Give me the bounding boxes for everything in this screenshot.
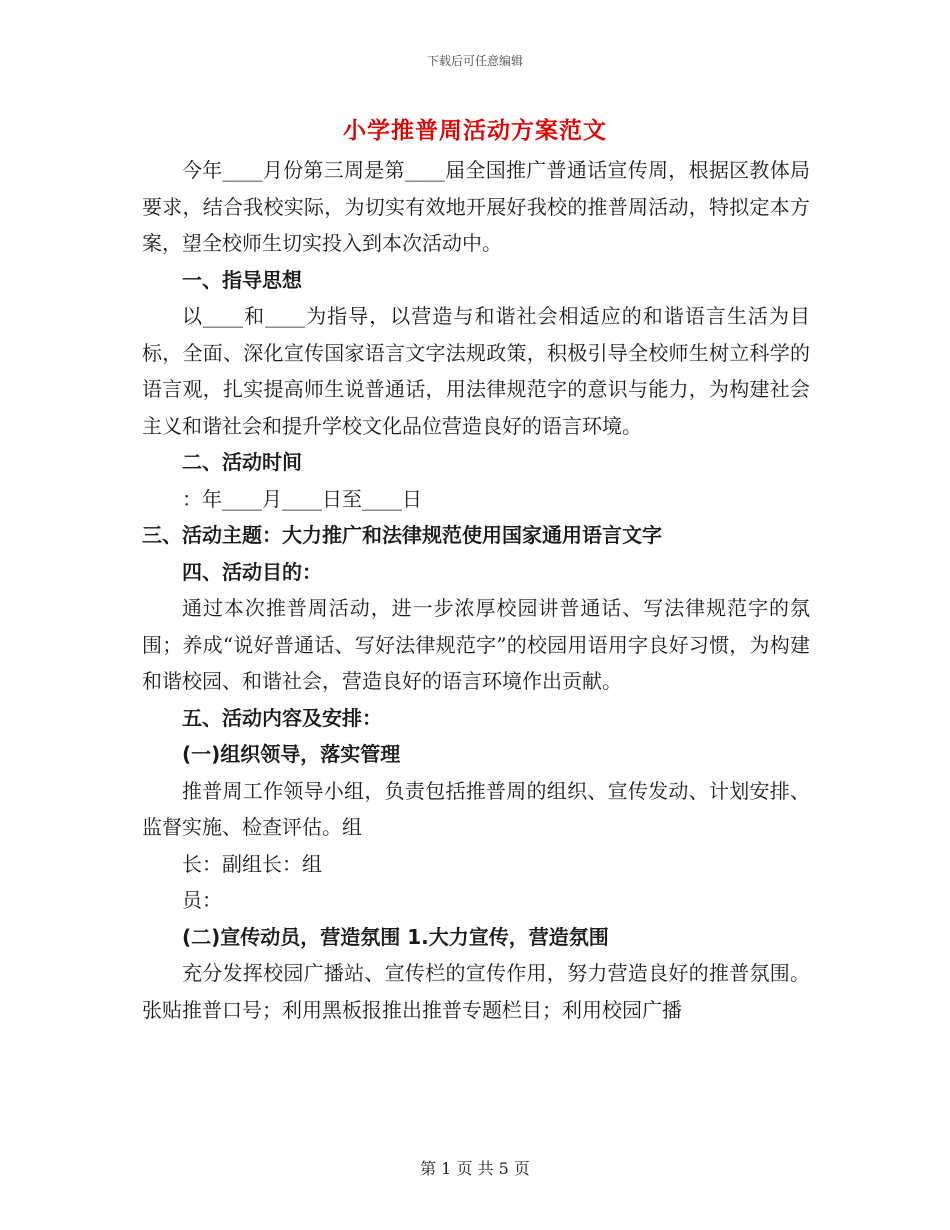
subsection-heading-organization: (一)组织领导，落实管理 bbox=[182, 742, 401, 766]
section-heading-guiding-ideology: 一、指导思想 bbox=[182, 267, 302, 292]
document-body bbox=[142, 152, 810, 1028]
organization-line-3: 员： bbox=[182, 888, 222, 912]
section-heading-activity-content: 五、活动内容及安排： bbox=[182, 705, 382, 730]
document-title: 小学推普周活动方案范文 bbox=[343, 117, 607, 144]
page-number: 第 1 页 共 5 页 bbox=[420, 1159, 530, 1178]
section-heading-activity-theme: 三、活动主题：大力推广和法律规范使用国家通用语言文字 bbox=[142, 523, 662, 547]
organization-line-2: 长：副组长：组 bbox=[182, 851, 322, 876]
activity-time-paragraph: ：年____月____日至____日 bbox=[182, 486, 422, 511]
section-heading-activity-purpose: 四、活动目的： bbox=[182, 559, 322, 584]
header-note: 下载后可任意编辑 bbox=[426, 54, 523, 68]
section-heading-activity-time: 二、活动时间 bbox=[182, 450, 302, 474]
intro-paragraph: 今年____月份第三周是第____届全国推广普通话宣传周，根据区教体局要求，结合我校实际，为切实有效地开展好我校的推普周活动，特拟定本方案，望全校师生切实投入到本次活动中。 bbox=[142, 158, 810, 255]
guiding-ideology-paragraph: 以____和____为指导，以营造与和谐社会相适应的和谐语言生活为目标，全面、深化宣传国家语言文字法规政策，积极引导全校师生树立科学的语言观，扎实提高师生说普通话，用法律规范字的意识与能力，为构建社会主义和谐社会和提升学校文化品位营造良好的语言环境。 bbox=[142, 304, 810, 438]
activity-purpose-paragraph: 通过本次推普周活动，进一步浓厚校园讲普通话、写法律规范字的氛围；养成“说好普通话、写好法律规范字”的校园用语用字良好习惯，为构建和谐校园、和谐社会，营造良好的语言环境作出贡献。 bbox=[142, 596, 810, 693]
subsection-heading-publicity: (二)宣传动员，营造氛围 1.大力宣传，营造氛围 bbox=[182, 924, 609, 949]
publicity-paragraph: 充分发挥校园广播站、宣传栏的宣传作用，努力营造良好的推普氛围。张贴推普口号；利用黑板报推出推普专题栏目；利用校园广播 bbox=[142, 961, 810, 1022]
organization-paragraph: 推普周工作领导小组，负责包括推普周的组织、宣传发动、计划安排、监督实施、检查评估。组 bbox=[142, 778, 810, 839]
